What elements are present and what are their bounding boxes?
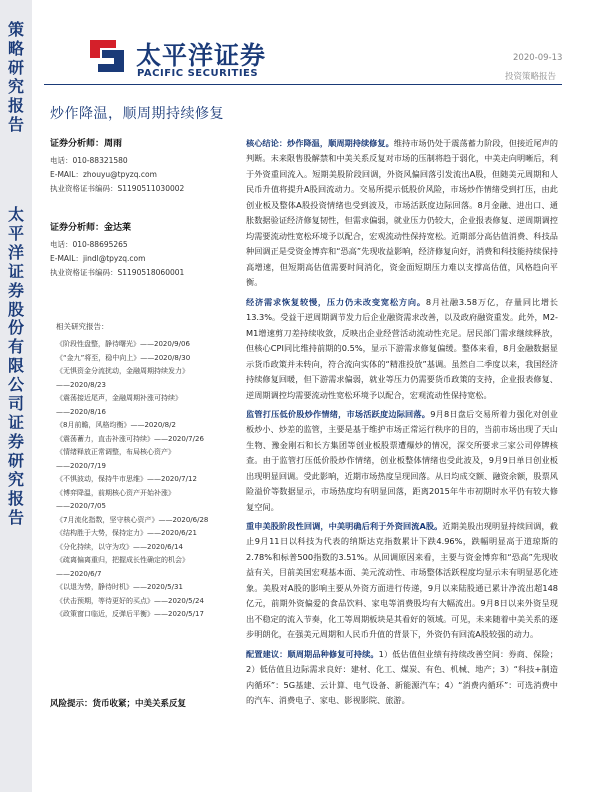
paragraph-core-conclusion — [246, 136, 558, 291]
paragraph-text: 近期美股出现明显持续回调，截止9月11日以科技为代表的纳斯达克指数累计下跌4.96%，跌幅明显高于道琼斯的2.78%和标普500指数的3.51%。从回调原因来看，主要与资金博弈和“恐高”先现收益有关，目前美国宏观基本面、美元流动性、市场整体活跃程度均显示未有明显恶化迹象。美股对A股的影响主要从外资方面进行传递，9月以来陆股通已累计净流出超148亿元，前期外资偏爱的食品饮料、家电等消费股均有大幅流出。9月8日以来外资呈现出不稳定的流入节奏，化工等周期板块是其看好的领域。可见，未来随着中美关系的逐步明朗化，在强美元周期和人民币升值的背景下，外资仍有回流A股较强的动力。 — [246, 521, 558, 640]
related-report-item[interactable]: ——2020/7/19 — [56, 461, 106, 470]
vertical-char: 份 — [7, 318, 24, 338]
report-type: 投资策略报告 — [505, 72, 557, 82]
analyst-email: E-MAIL：jindl@tpyzq.com — [50, 254, 146, 263]
vertical-char: 报 — [7, 488, 24, 508]
analyst-block-2 — [50, 222, 236, 280]
vertical-char: 研 — [7, 58, 24, 77]
related-report-item[interactable]: 《无惧资金分流扰动，金融周期持续发力》 — [56, 367, 189, 375]
report-title: 炒作降温，顺周期持续修复 — [50, 106, 224, 122]
paragraph-economy — [246, 295, 558, 403]
analyst-email: E-MAIL：zhouyu@tpyzq.com — [50, 170, 157, 179]
vertical-char: 司 — [7, 394, 24, 414]
brand-name-en: PACIFIC SECURITIES — [137, 68, 259, 79]
related-report-item[interactable]: 《情绪释放正常调整，布局核心资产》 — [56, 448, 175, 456]
paragraph-lead: 核心结论：炒作降温，顺周期持续修复。 — [246, 138, 394, 148]
vertical-char: 券 — [7, 431, 24, 451]
header-divider — [44, 84, 562, 85]
vertical-char: 报 — [7, 96, 24, 115]
related-reports-list — [56, 338, 242, 622]
related-report-item[interactable]: 《震荡蓄力，直击补涨可持续》——2020/7/26 — [56, 434, 204, 443]
paragraph-text: 1）低估值但业绩有持续改善空间：券商、保险；2）低估值且边际需求良好：建材、化工、煤炭、有色、机械、地产；3）“科技+制造内循环”：5G基建、云计算、电气设备、新能源汽车；4）“消费内循环”：可选消费中的汽车、消费电子、家电、影视影院、旅游。 — [246, 649, 558, 706]
related-report-item[interactable]: 《阶段性盘整，静待曙光》——2020/9/06 — [56, 340, 190, 348]
related-report-item[interactable]: 《分化持续，以守为攻》——2020/6/14 — [56, 542, 183, 551]
analyst-phone: 电话：010-88695265 — [50, 240, 128, 249]
vertical-char: 平 — [7, 223, 24, 243]
paragraph-text: 维持市场仍处于震荡蓄力阶段，但接近尾声的判断。未来限售股解禁和中美关系反复对市场的压制将趋于弱化，中美走向明晰后，利于外资重回流入。短期美股阶段回调，外资风偏回落引发流出A股，但随美元周期和人民币升值将提升A股回流动力。交易所提示低股价风险，市场炒作情绪受到打压，由此创业板及整体A股投资情绪也受到波及，市场活跃度边际回落。8月金融、进出口、通胀数据验证经济修复韧性，但需求偏弱，就业压力仍较大，企业报表修复、逆周期调控均需要流动性宽松环境予以配合，宏观流动性保持宽松。近期部分高估值消费、科技品种回调正是受资金博弈和“恐高”先现收益影响，经济修复向好，消费和科技能持续保持高增速，但短期高估值需要时间消化，资金面短期压力难以支撑高估值，风格趋向平衡。 — [246, 138, 558, 288]
related-report-item[interactable]: ——2020/7/05 — [56, 502, 106, 510]
vertical-char: 究 — [7, 469, 24, 489]
related-report-item[interactable]: 《伏击预期，等待更好的买点》——2020/5/24 — [56, 596, 204, 605]
analyst-name: 证券分析师：周雨 — [50, 139, 123, 149]
vertical-char: 限 — [7, 356, 24, 376]
vertical-char: 有 — [7, 337, 24, 357]
vertical-char: 策 — [7, 20, 24, 39]
vertical-char: 告 — [7, 507, 24, 527]
paragraph-regulation — [246, 407, 558, 515]
vertical-char: 研 — [7, 450, 24, 470]
related-report-item[interactable]: ——2020/6/7 — [56, 569, 102, 578]
analyst-block-1 — [50, 138, 236, 196]
paragraph-lead: 监管打压低价股炒作情绪，市场活跃度边际回落。 — [246, 409, 431, 419]
vertical-char: 洋 — [7, 242, 24, 262]
related-report-item[interactable]: 《“金九”将至，稳中向上》——2020/8/30 — [56, 353, 191, 362]
related-report-item[interactable]: 《结构胜于大势，保持定力》——2020/6/21 — [56, 529, 197, 537]
paragraph-text: 9月8日盘后交易所着力强化对创业板炒小、炒差的监管，主要是基于维护市场正常运行秩序的目的，当前市场出现了天山生物、豫金刚石和长方集团等创业板股票遭爆炒的情况，深交所要求三家公司停牌核查。由于监管打压低价股炒作情绪，创业板整体情绪也受此波及，9月9日单日创业板出现明显回调。受此影响，近期市场热度呈现回落。从日均成交额、融资余额，股票风险溢价等数据显示，市场热度均有明显回落，距离2015年牛市初期时水平仍有较大修复空间。 — [246, 409, 558, 512]
company-name-vertical — [7, 206, 25, 527]
related-report-item[interactable]: 《政策窗口临近，反弹后平衡》——2020/5/17 — [56, 610, 204, 618]
vertical-char: 证 — [7, 261, 24, 281]
related-report-item[interactable]: 《不惧波动，保持牛市思维》——2020/7/12 — [56, 475, 197, 483]
vertical-char: 太 — [7, 205, 24, 224]
risk-warning: 风险提示：货币收紧；中美关系反复 — [50, 699, 187, 709]
vertical-char: 证 — [7, 412, 24, 432]
paragraph-text: 8月社融3.58万亿，存量同比增长13.3%。受益于逆周期调节发力后企业融资需求改善，以及政府融资重发。此外，M2-M1增速剪刀差持续收敛，反映出企业经营活动流动性充足。居民部门需求继续释放，但核心CPI同比维持前期的0.5%，显示下游需求修复偏缓。整体来看，8月金融数据显示货币政策并未转向，符合流向实体的“精准投放”基调。虽然自二季度以来，我国经济持续修复回暖，但下游需求偏弱，就业等压力仍需要货币政策的支持，企业报表修复、逆周期调控均需要流动性宽松环境予以配合，宏观流动性保持宽松。 — [246, 297, 558, 400]
analyst-phone: 电话：010-88321580 — [50, 156, 128, 165]
related-report-item[interactable]: 《7月流化指数，坚守核心资产》——2020/6/28 — [56, 515, 209, 524]
paragraph-lead: 经济需求恢复较慢，压力仍未改变宽松方向。 — [246, 297, 426, 307]
related-report-item[interactable]: 《博弈降温，前期核心资产开始补涨》 — [56, 488, 175, 497]
related-report-item[interactable]: 《8月前瞻，风格均衡》——2020/8/2 — [56, 421, 176, 429]
vertical-char: 公 — [7, 375, 24, 395]
related-report-item[interactable]: ——2020/8/23 — [56, 380, 106, 389]
vertical-char: 究 — [7, 77, 24, 96]
related-report-item[interactable]: 《以退为势，静待时机》——2020/5/31 — [56, 583, 183, 591]
analyst-name: 证券分析师：金达莱 — [50, 223, 132, 233]
analyst-cert: 执业资格证书编码：S1190518060001 — [50, 268, 185, 277]
vertical-char: 略 — [7, 39, 24, 58]
vertical-char: 告 — [7, 115, 24, 134]
related-report-item[interactable]: ——2020/8/16 — [56, 407, 106, 416]
related-report-item[interactable]: 《震荡接近尾声，金融周期补涨可持续》 — [56, 394, 182, 402]
paragraph-lead: 重申美股阶段性回调，中美明确后利于外资回流A股。 — [246, 521, 443, 531]
related-report-item[interactable]: 《疏离偏离重归，把握成长性确定的机会》 — [56, 556, 189, 564]
related-reports-heading: 相关研究报告： — [56, 322, 109, 331]
brand-name-cn: 太平洋证券 — [136, 41, 267, 70]
side-band — [0, 0, 32, 792]
vertical-char: 券 — [7, 280, 24, 300]
paragraph-us-stocks — [246, 519, 558, 643]
report-date: 2020-09-13 — [513, 53, 563, 63]
vertical-char: 股 — [7, 299, 24, 319]
paragraph-allocation — [246, 647, 558, 709]
paragraph-lead: 配置建议：顺周期品种修复可持续。 — [246, 649, 379, 659]
pacific-securities-logo-icon — [86, 36, 128, 76]
analyst-cert: 执业资格证书编码：S1190511030002 — [50, 184, 185, 193]
report-category-vertical — [7, 20, 25, 134]
